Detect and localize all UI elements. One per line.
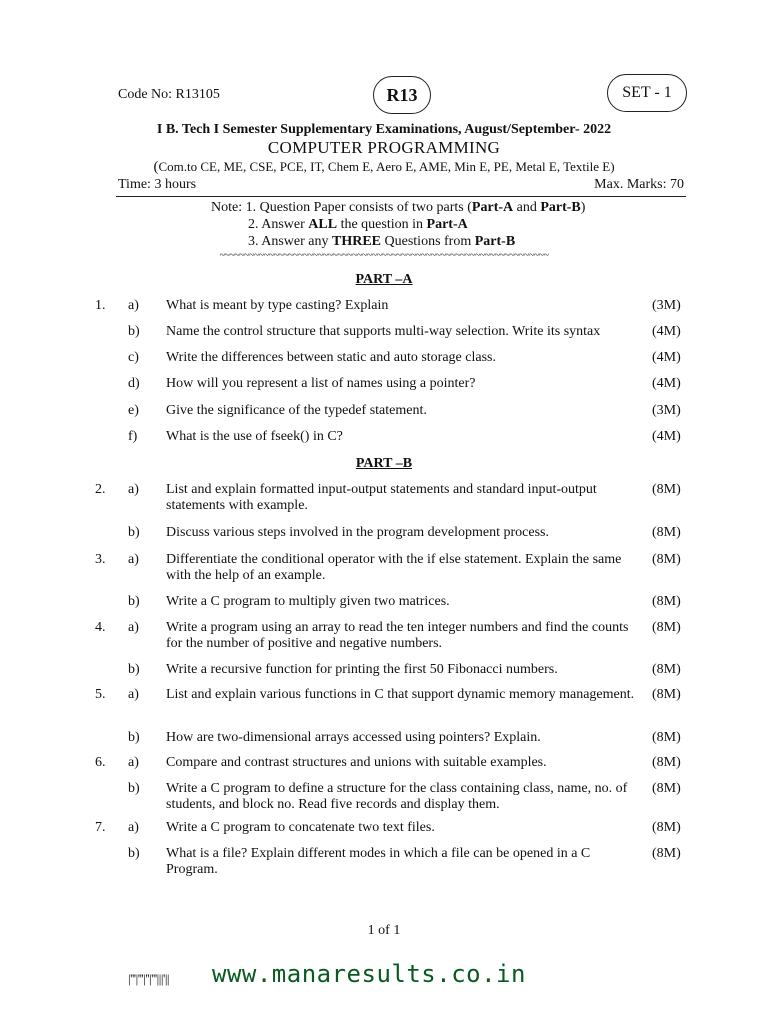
note-line-1: Note: 1. Question Paper consists of two parts (Part-A and Part-B) <box>211 200 586 215</box>
question-text: List and explain formatted input-output statements and standard input-output statements with example. <box>166 482 597 513</box>
sub-question-label: d) <box>128 376 140 391</box>
question-text: Give the significance of the typedef statement. <box>166 403 427 418</box>
sub-question-label: b) <box>128 662 140 677</box>
question-text: What is the use of fseek() in C? <box>166 429 343 444</box>
question-text: Differentiate the conditional operator with the if else statement. Explain the same with the help of an example. <box>166 552 622 583</box>
barcode: |'''|'''|''|'''|||'|| <box>128 971 170 986</box>
question-marks: (3M) <box>652 298 681 313</box>
question-marks: (8M) <box>652 662 681 677</box>
subject-title: COMPUTER PROGRAMMING <box>267 138 501 157</box>
question-marks: (8M) <box>652 820 681 835</box>
sub-question-label: c) <box>128 350 139 365</box>
note-line-2: 2. Answer ALL the question in Part-A <box>248 217 468 232</box>
page-number: 1 of 1 <box>367 923 401 938</box>
sub-question-label: b) <box>128 594 140 609</box>
question-text: Write a C program to multiply given two matrices. <box>166 594 450 609</box>
part-b-heading: PART –B <box>355 456 413 471</box>
max-marks-label: Max. Marks: 70 <box>594 177 684 192</box>
sub-question-label: a) <box>128 482 139 497</box>
question-text: Write the differences between static and auto storage class. <box>166 350 496 365</box>
question-text: How will you represent a list of names using a pointer? <box>166 376 476 391</box>
question-marks: (8M) <box>652 755 681 770</box>
time-label: Time: 3 hours <box>118 177 197 192</box>
question-text: Write a recursive function for printing the first 50 Fibonacci numbers. <box>166 662 558 677</box>
question-number: 3. <box>95 552 106 567</box>
sub-question-label: a) <box>128 755 139 770</box>
question-text: Name the control structure that supports multi-way selection. Write its syntax <box>166 324 601 339</box>
question-marks: (8M) <box>652 620 681 635</box>
question-number: 6. <box>95 755 106 770</box>
sub-question-label: f) <box>128 429 138 444</box>
sub-question-label: a) <box>128 620 139 635</box>
sub-question-label: b) <box>128 781 140 796</box>
question-number: 4. <box>95 620 106 635</box>
website-link[interactable]: www.manaresults.co.in <box>212 960 526 988</box>
question-number: 1. <box>95 298 106 313</box>
question-text: Discuss various steps involved in the program development process. <box>166 525 549 540</box>
sub-question-label: a) <box>128 687 139 702</box>
question-marks: (8M) <box>652 846 681 861</box>
question-text: What is meant by type casting? Explain <box>166 298 389 313</box>
header-divider <box>116 196 686 197</box>
question-marks: (4M) <box>652 350 681 365</box>
sub-question-label: a) <box>128 820 139 835</box>
regulation-badge: R13 <box>373 76 431 114</box>
sub-question-label: b) <box>128 846 140 861</box>
branches-line <box>0 159 768 176</box>
branches-paren: ( <box>153 159 159 175</box>
question-marks: (8M) <box>652 594 681 609</box>
question-text: How are two-dimensional arrays accessed using pointers? Explain. <box>166 730 541 745</box>
exam-title: I B. Tech I Semester Supplementary Examinations, August/September- 2022 <box>156 122 612 137</box>
question-marks: (8M) <box>652 730 681 745</box>
sub-question-label: b) <box>128 730 140 745</box>
code-number: Code No: R13105 <box>118 87 220 102</box>
question-marks: (8M) <box>652 552 681 567</box>
sub-question-label: e) <box>128 403 139 418</box>
question-number: 5. <box>95 687 106 702</box>
question-text: List and explain various functions in C that support dynamic memory management. <box>166 687 635 702</box>
question-marks: (8M) <box>652 525 681 540</box>
question-marks: (8M) <box>652 687 681 702</box>
question-text: Write a program using an array to read the ten integer numbers and find the counts for the number of positive and negative numbers. <box>166 620 629 651</box>
question-number: 2. <box>95 482 106 497</box>
note-line-3: 3. Answer any THREE Questions from Part-B <box>248 234 516 249</box>
question-marks: (8M) <box>652 781 681 796</box>
sub-question-label: b) <box>128 525 140 540</box>
question-text: Write a C program to concatenate two text files. <box>166 820 435 835</box>
separator-line: ~~~~~~~~~~~~~~~~~~~~~~~~~~~~~~~~~~~~~~~~~~~~~~~~~~~~~~~~~~~~~~~~~~~ <box>219 250 549 261</box>
sub-question-label: a) <box>128 552 139 567</box>
set-badge: SET - 1 <box>607 74 687 112</box>
question-marks: (4M) <box>652 376 681 391</box>
sub-question-label: b) <box>128 324 140 339</box>
question-text: Write a C program to define a structure for the class containing class, name, no. of students, and block no. Read five records and display them. <box>166 781 628 812</box>
question-text: What is a file? Explain different modes in which a file can be opened in a C Program. <box>166 846 591 877</box>
question-number: 7. <box>95 820 106 835</box>
branches-text: Com.to CE, ME, CSE, PCE, IT, Chem E, Aero E, AME, Min E, PE, Metal E, Textile E) <box>158 159 615 174</box>
question-marks: (4M) <box>652 429 681 444</box>
instructions-note <box>211 199 585 250</box>
question-text: Compare and contrast structures and unions with suitable examples. <box>166 755 547 770</box>
sub-question-label: a) <box>128 298 139 313</box>
question-marks: (3M) <box>652 403 681 418</box>
question-marks: (4M) <box>652 324 681 339</box>
part-a-heading: PART –A <box>355 272 413 287</box>
question-marks: (8M) <box>652 482 681 497</box>
